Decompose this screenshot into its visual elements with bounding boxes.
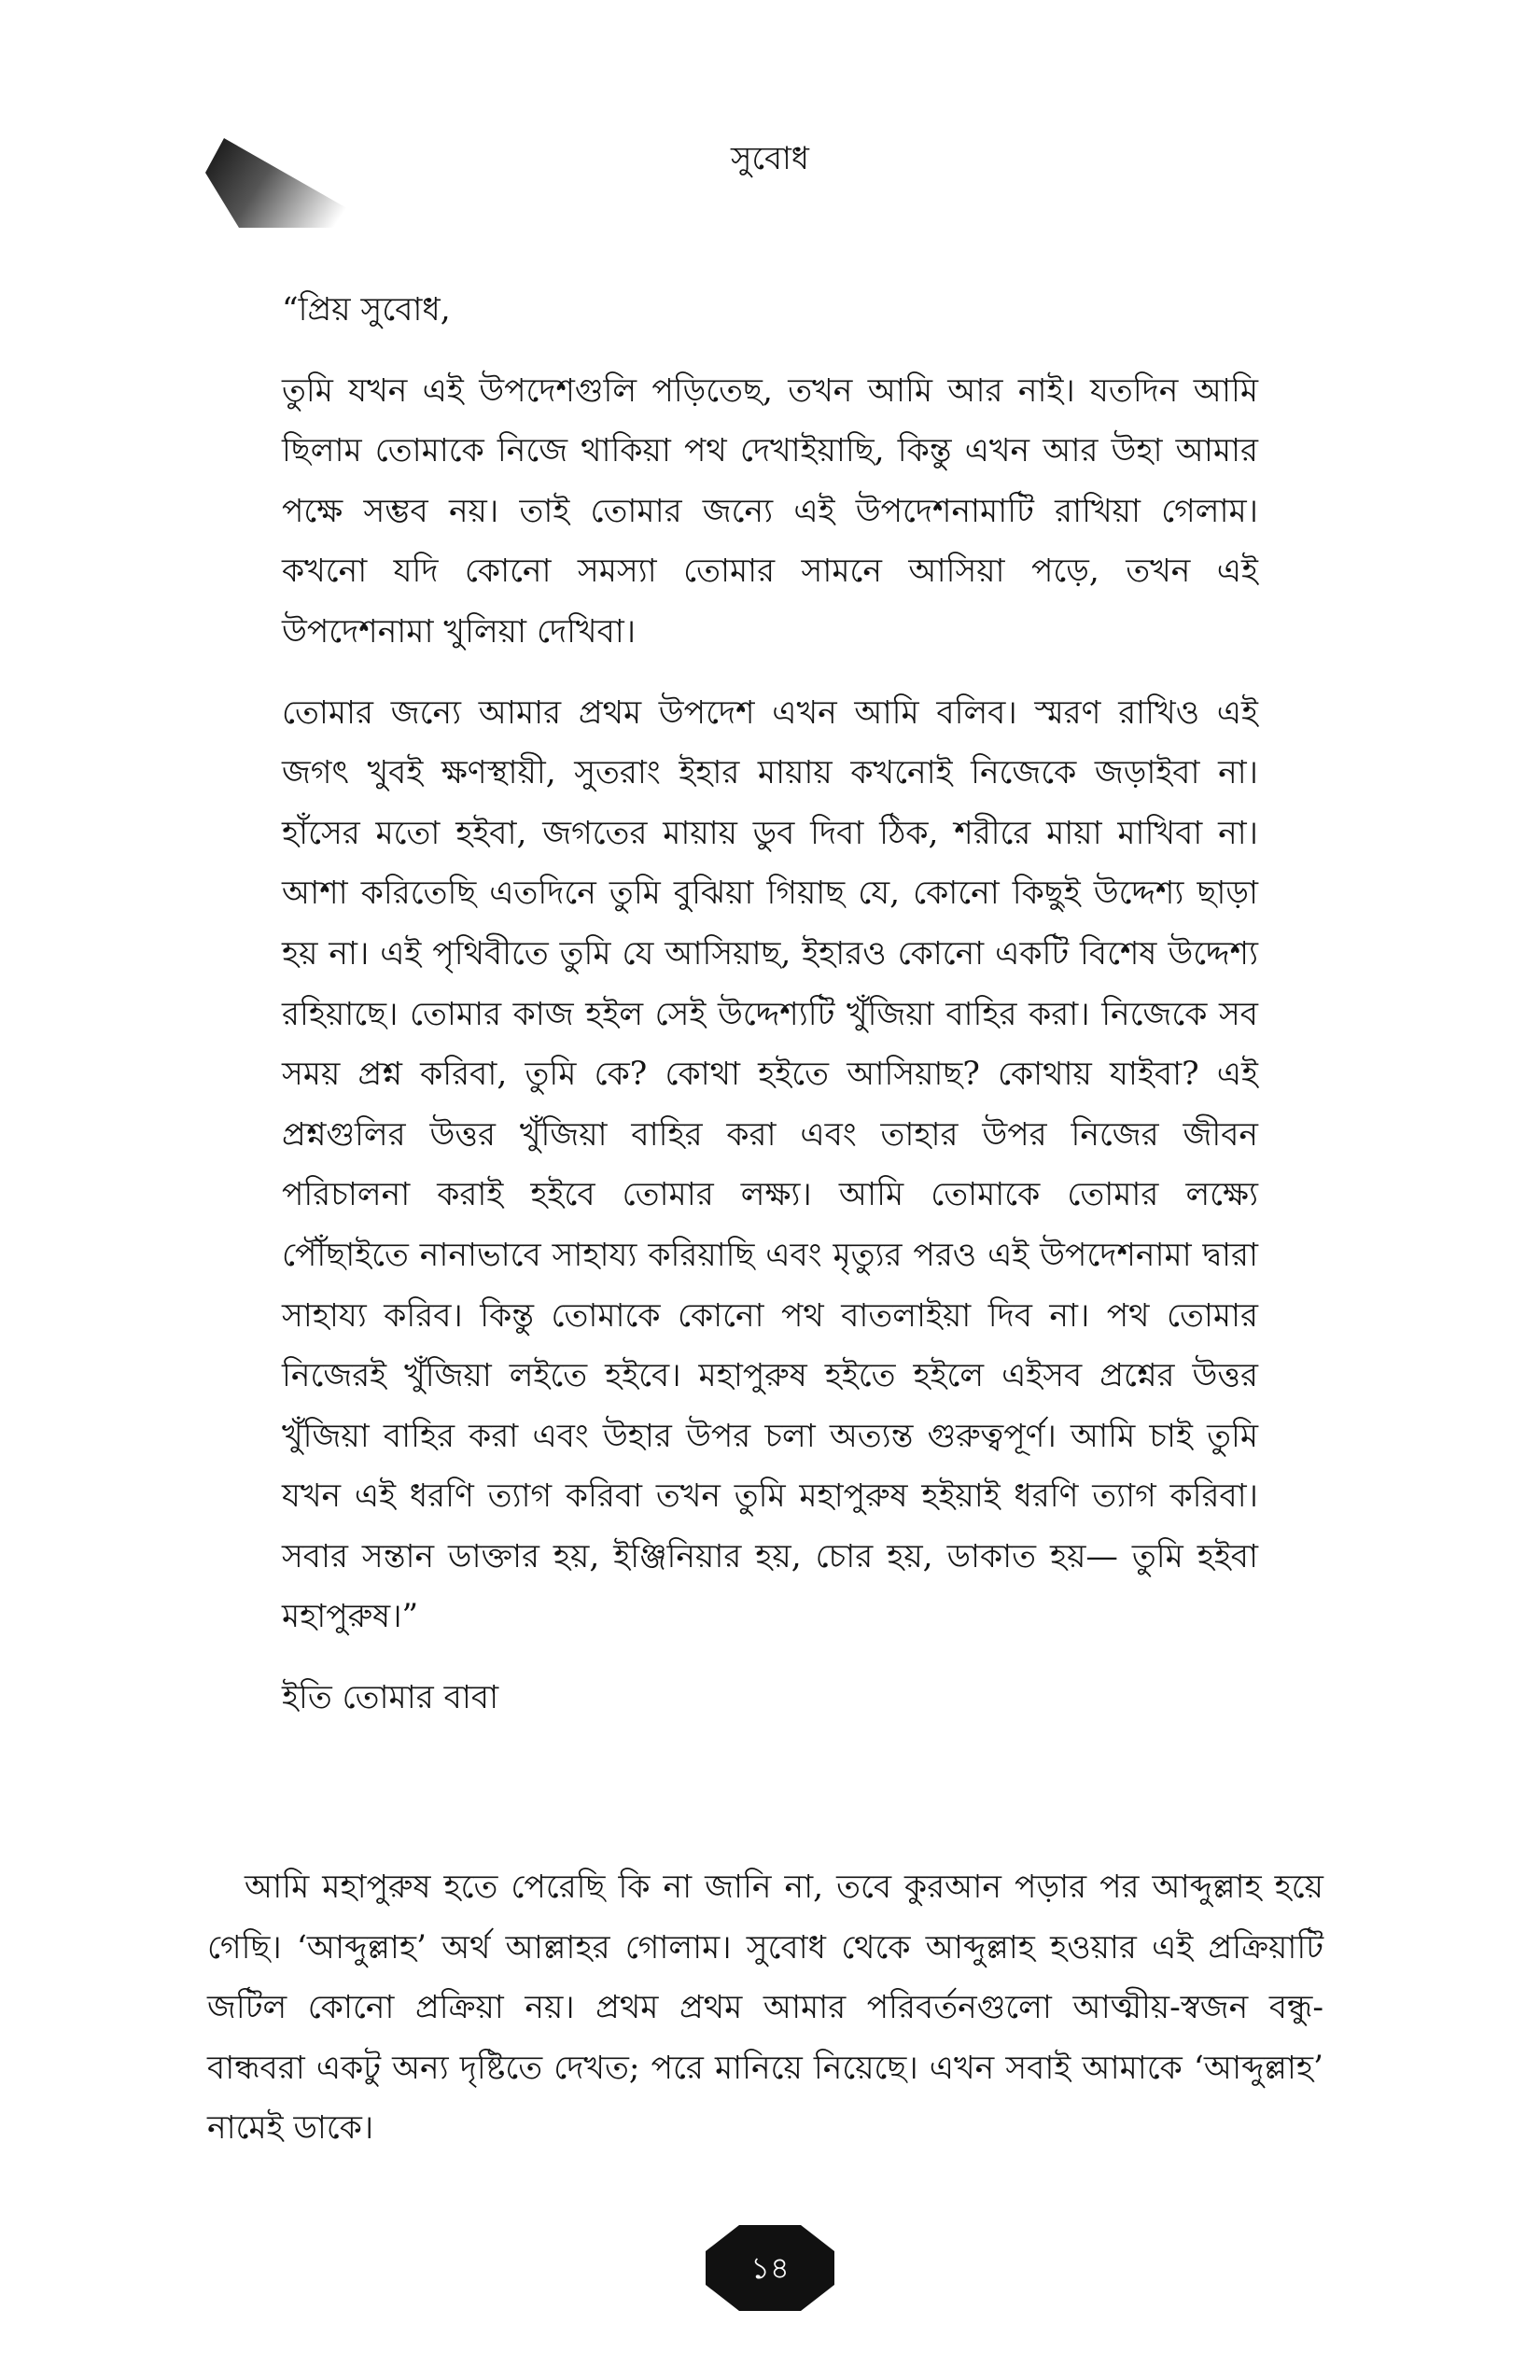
- letter-block: [282, 280, 1258, 1729]
- letter-paragraph: তুমি যখন এই উপদেশগুলি পড়িতেছ, তখন আমি আর নাই। যতদিন আমি ছিলাম তোমাকে নিজে থাকিয়া পথ দেখাইয়াছি, কিন্তু এখন আর উহা আমার পক্ষে সম্ভব নয়। তাই তোমার জন্যে এই উপদেশনামাটি রাখিয়া গেলাম। কখনো যদি কোনো সমস্যা তোমার সামনে আসিয়া পড়ে, তখন এই উপদেশনামা খুলিয়া দেখিবা।: [282, 371, 1258, 651]
- letter-paragraph: তোমার জন্যে আমার প্রথম উপদেশ এখন আমি বলিব। স্মরণ রাখিও এই জগৎ খুবই ক্ষণস্থায়ী, সুতরাং ইহার মায়ায় কখনোই নিজেকে জড়াইবা না। হাঁসের মতো হইবা, জগতের মায়ায় ডুব দিবা ঠিক, শরীরে মায়া মাখিবা না। আশা করিতেছি এতদিনে তুমি বুঝিয়া গিয়াছ যে, কোনো কিছুই উদ্দেশ্য ছাড়া হয় না। এই পৃথিবীতে তুমি যে আসিয়াছ, ইহারও কোনো একটি বিশেষ উদ্দেশ্য রহিয়াছে। তোমার কাজ হইল সেই উদ্দেশ্যটি খুঁজিয়া বাহির করা। নিজেকে সব সময় প্রশ্ন করিবা, তুমি কে? কোথা হইতে আসিয়াছ? কোথায় যাইবা? এই প্রশ্নগুলির উত্তর খুঁজিয়া বাহির করা এবং তাহার উপর নিজের জীবন পরিচালনা করাই হইবে তোমার লক্ষ্য। আমি তোমাকে তোমার লক্ষ্যে পৌঁছাইতে নানাভাবে সাহায্য করিয়াছি এবং মৃত্যুর পরও এই উপদেশনামা দ্বারা সাহায্য করিব। কিন্তু তোমাকে কোনো পথ বাতলাইয়া দিব না। পথ তোমার নিজেরই খুঁজিয়া লইতে হইবে। মহাপুরুষ হইতে হইলে এইসব প্রশ্নের উত্তর খুঁজিয়া বাহির করা এবং উহার উপর চলা অত্যন্ত গুরুত্বপূর্ণ। আমি চাই তুমি যখন এই ধরণি ত্যাগ করিবা তখন তুমি মহাপুরুষ হইয়াই ধরণি ত্যাগ করিবা। সবার সন্তান ডাক্তার হয়, ইঞ্জিনিয়ার হয়, চোর হয়, ডাকাত হয়— তুমি হইবা মহাপুরুষ।”: [282, 693, 1258, 1636]
- letter-signoff: ইতি তোমার বাবা: [282, 1679, 499, 1717]
- page-number: ১৪: [750, 2250, 790, 2286]
- running-title: সুবোধ: [731, 140, 809, 177]
- letter-salutation: “প্রিয় সুবোধ,: [282, 291, 451, 329]
- narrative-paragraph: আমি মহাপুরুষ হতে পেরেছি কি না জানি না, তবে কুরআন পড়ার পর আব্দুল্লাহ হয়ে গেছি। ‘আব্দুল্লাহ’ অর্থ আল্লাহর গোলাম। সুবোধ থেকে আব্দুল্লাহ হওয়ার এই প্রক্রিয়াটি জটিল কোনো প্রক্রিয়া নয়। প্রথম প্রথম আমার পরিবর্তনগুলো আত্মীয়-স্বজন বন্ধু-বান্ধবরা একটু অন্য দৃষ্টিতে দেখত; পরে মানিয়ে নিয়েছে। এখন সবাই আমাকে ‘আব্দুল্লাহ’ নামেই ডাকে।: [207, 1869, 1323, 2148]
